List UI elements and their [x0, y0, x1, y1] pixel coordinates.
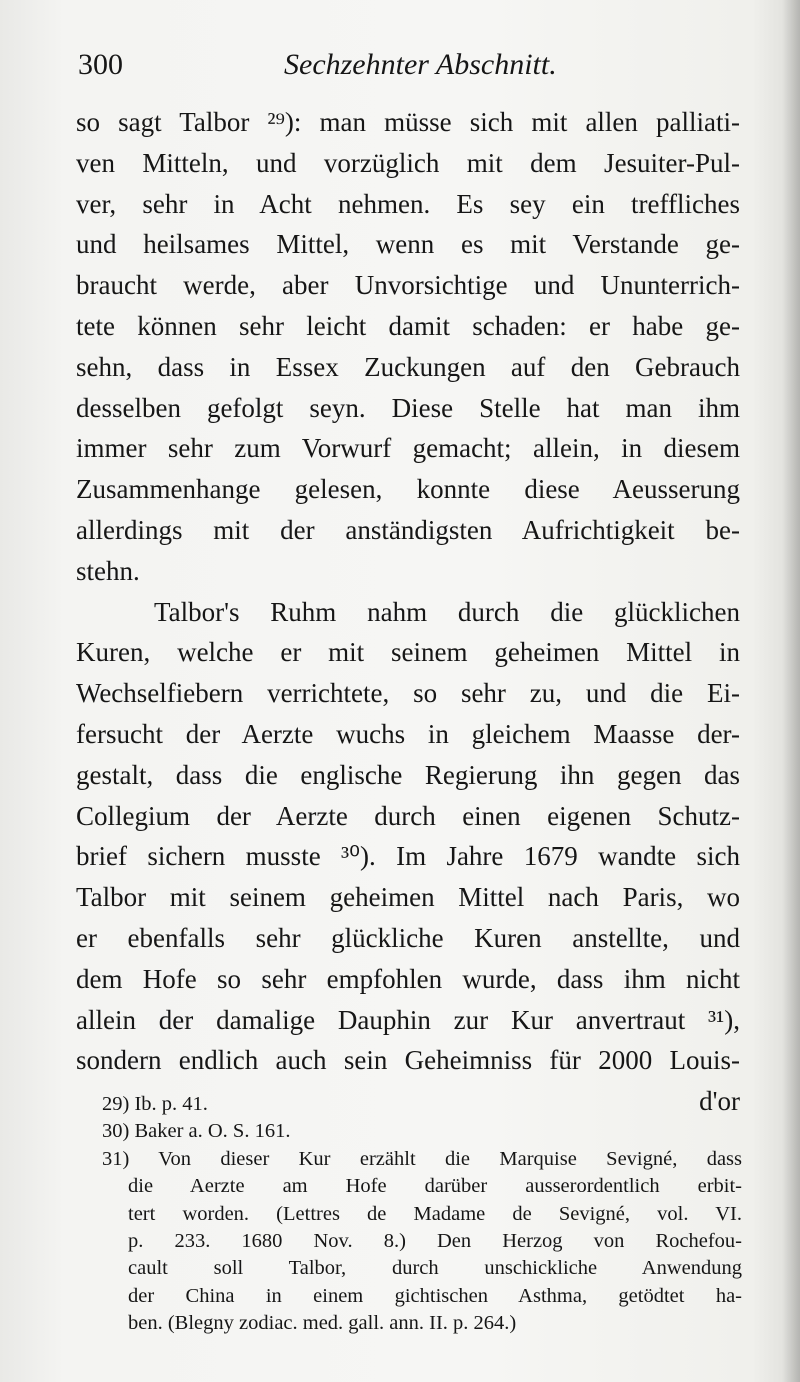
catchword: d'or	[699, 1086, 740, 1117]
running-head: Sechzehnter Abschnitt.	[284, 48, 557, 81]
text-line: desselben gefolgt seyn. Diese Stelle hat man ihm	[76, 392, 740, 423]
text-line: Zusammenhange gelesen, konnte diese Aeusserung	[76, 474, 740, 505]
footnote-31-line: p. 233. 1680 Nov. 8.) Den Herzog von Rochefou-	[128, 1229, 742, 1252]
text-line: und heilsames Mittel, wenn es mit Verstande ge-	[76, 229, 740, 260]
footnote-29: 29) Ib. p. 41.	[102, 1093, 208, 1115]
text-line: stehn.	[76, 555, 140, 586]
text-line: fersucht der Aerzte wuchs in gleichem Maasse der-	[76, 718, 740, 749]
text-line: ven Mitteln, und vorzüglich mit dem Jesuiter-Pul-	[76, 147, 740, 178]
text-line: so sagt Talbor ²⁹): man müsse sich mit allen palliati-	[76, 107, 740, 137]
text-line: brief sichern musste ³⁰). Im Jahre 1679 wandte sich	[76, 841, 740, 872]
text-line: sondern endlich auch sein Geheimniss für 2000 Louis-	[76, 1045, 740, 1076]
text-line: braucht werde, aber Unvorsichtige und Ununterrich-	[76, 270, 740, 301]
page-header	[78, 48, 738, 88]
footnote-31-line: cault soll Talbor, durch unschickliche Anwendung	[128, 1257, 742, 1280]
text-line: Talbor mit seinem geheimen Mittel nach Paris, wo	[76, 882, 740, 913]
text-line: immer sehr zum Vorwurf gemacht; allein, in diesem	[76, 433, 740, 464]
text-line: Collegium der Aerzte durch einen eigenen Schutz-	[76, 800, 740, 831]
text-line: er ebenfalls sehr glückliche Kuren anstellte, und	[76, 922, 740, 953]
page-number: 300	[78, 48, 123, 81]
text-line: tete können sehr leicht damit schaden: er habe ge-	[76, 310, 740, 341]
text-line: sehn, dass in Essex Zuckungen auf den Gebrauch	[76, 351, 740, 382]
footnote-31-line: die Aerzte am Hofe darüber ausserordentlich erbit-	[128, 1175, 742, 1198]
footnote-30: 30) Baker a. O. S. 161.	[102, 1120, 291, 1143]
text-line: dem Hofe so sehr empfohlen wurde, dass ihm nicht	[76, 963, 740, 994]
text-line: Kuren, welche er mit seinem geheimen Mittel in	[76, 637, 740, 668]
text-line: Wechselfiebern verrichtete, so sehr zu, und die Ei-	[76, 678, 740, 709]
footnote-31-line: der China in einem gichtischen Asthma, getödtet ha-	[128, 1284, 742, 1307]
text-line: ver, sehr in Acht nehmen. Es sey ein treffliches	[76, 188, 740, 219]
text-line: allein der damalige Dauphin zur Kur anvertraut ³¹),	[76, 1004, 740, 1035]
page-edge-shadow	[782, 0, 800, 1382]
main-text	[76, 102, 740, 1122]
text-line: Talbor's Ruhm nahm durch die glücklichen	[154, 596, 740, 627]
text-line: gestalt, dass die englische Regierung ihn gegen das	[76, 759, 740, 790]
footnote-31: 31) Von dieser Kur erzählt die Marquise Sevigné, dass	[102, 1147, 742, 1170]
footnote-31-line: ben. (Blegny zodiac. med. gall. ann. II. p. 264.)	[128, 1312, 517, 1335]
text-line: allerdings mit der anständigsten Aufrichtigkeit be-	[76, 514, 740, 545]
footnotes	[102, 1091, 742, 1338]
footnote-31-line: tert worden. (Lettres de Madame de Sevigné, vol. VI.	[128, 1202, 742, 1225]
